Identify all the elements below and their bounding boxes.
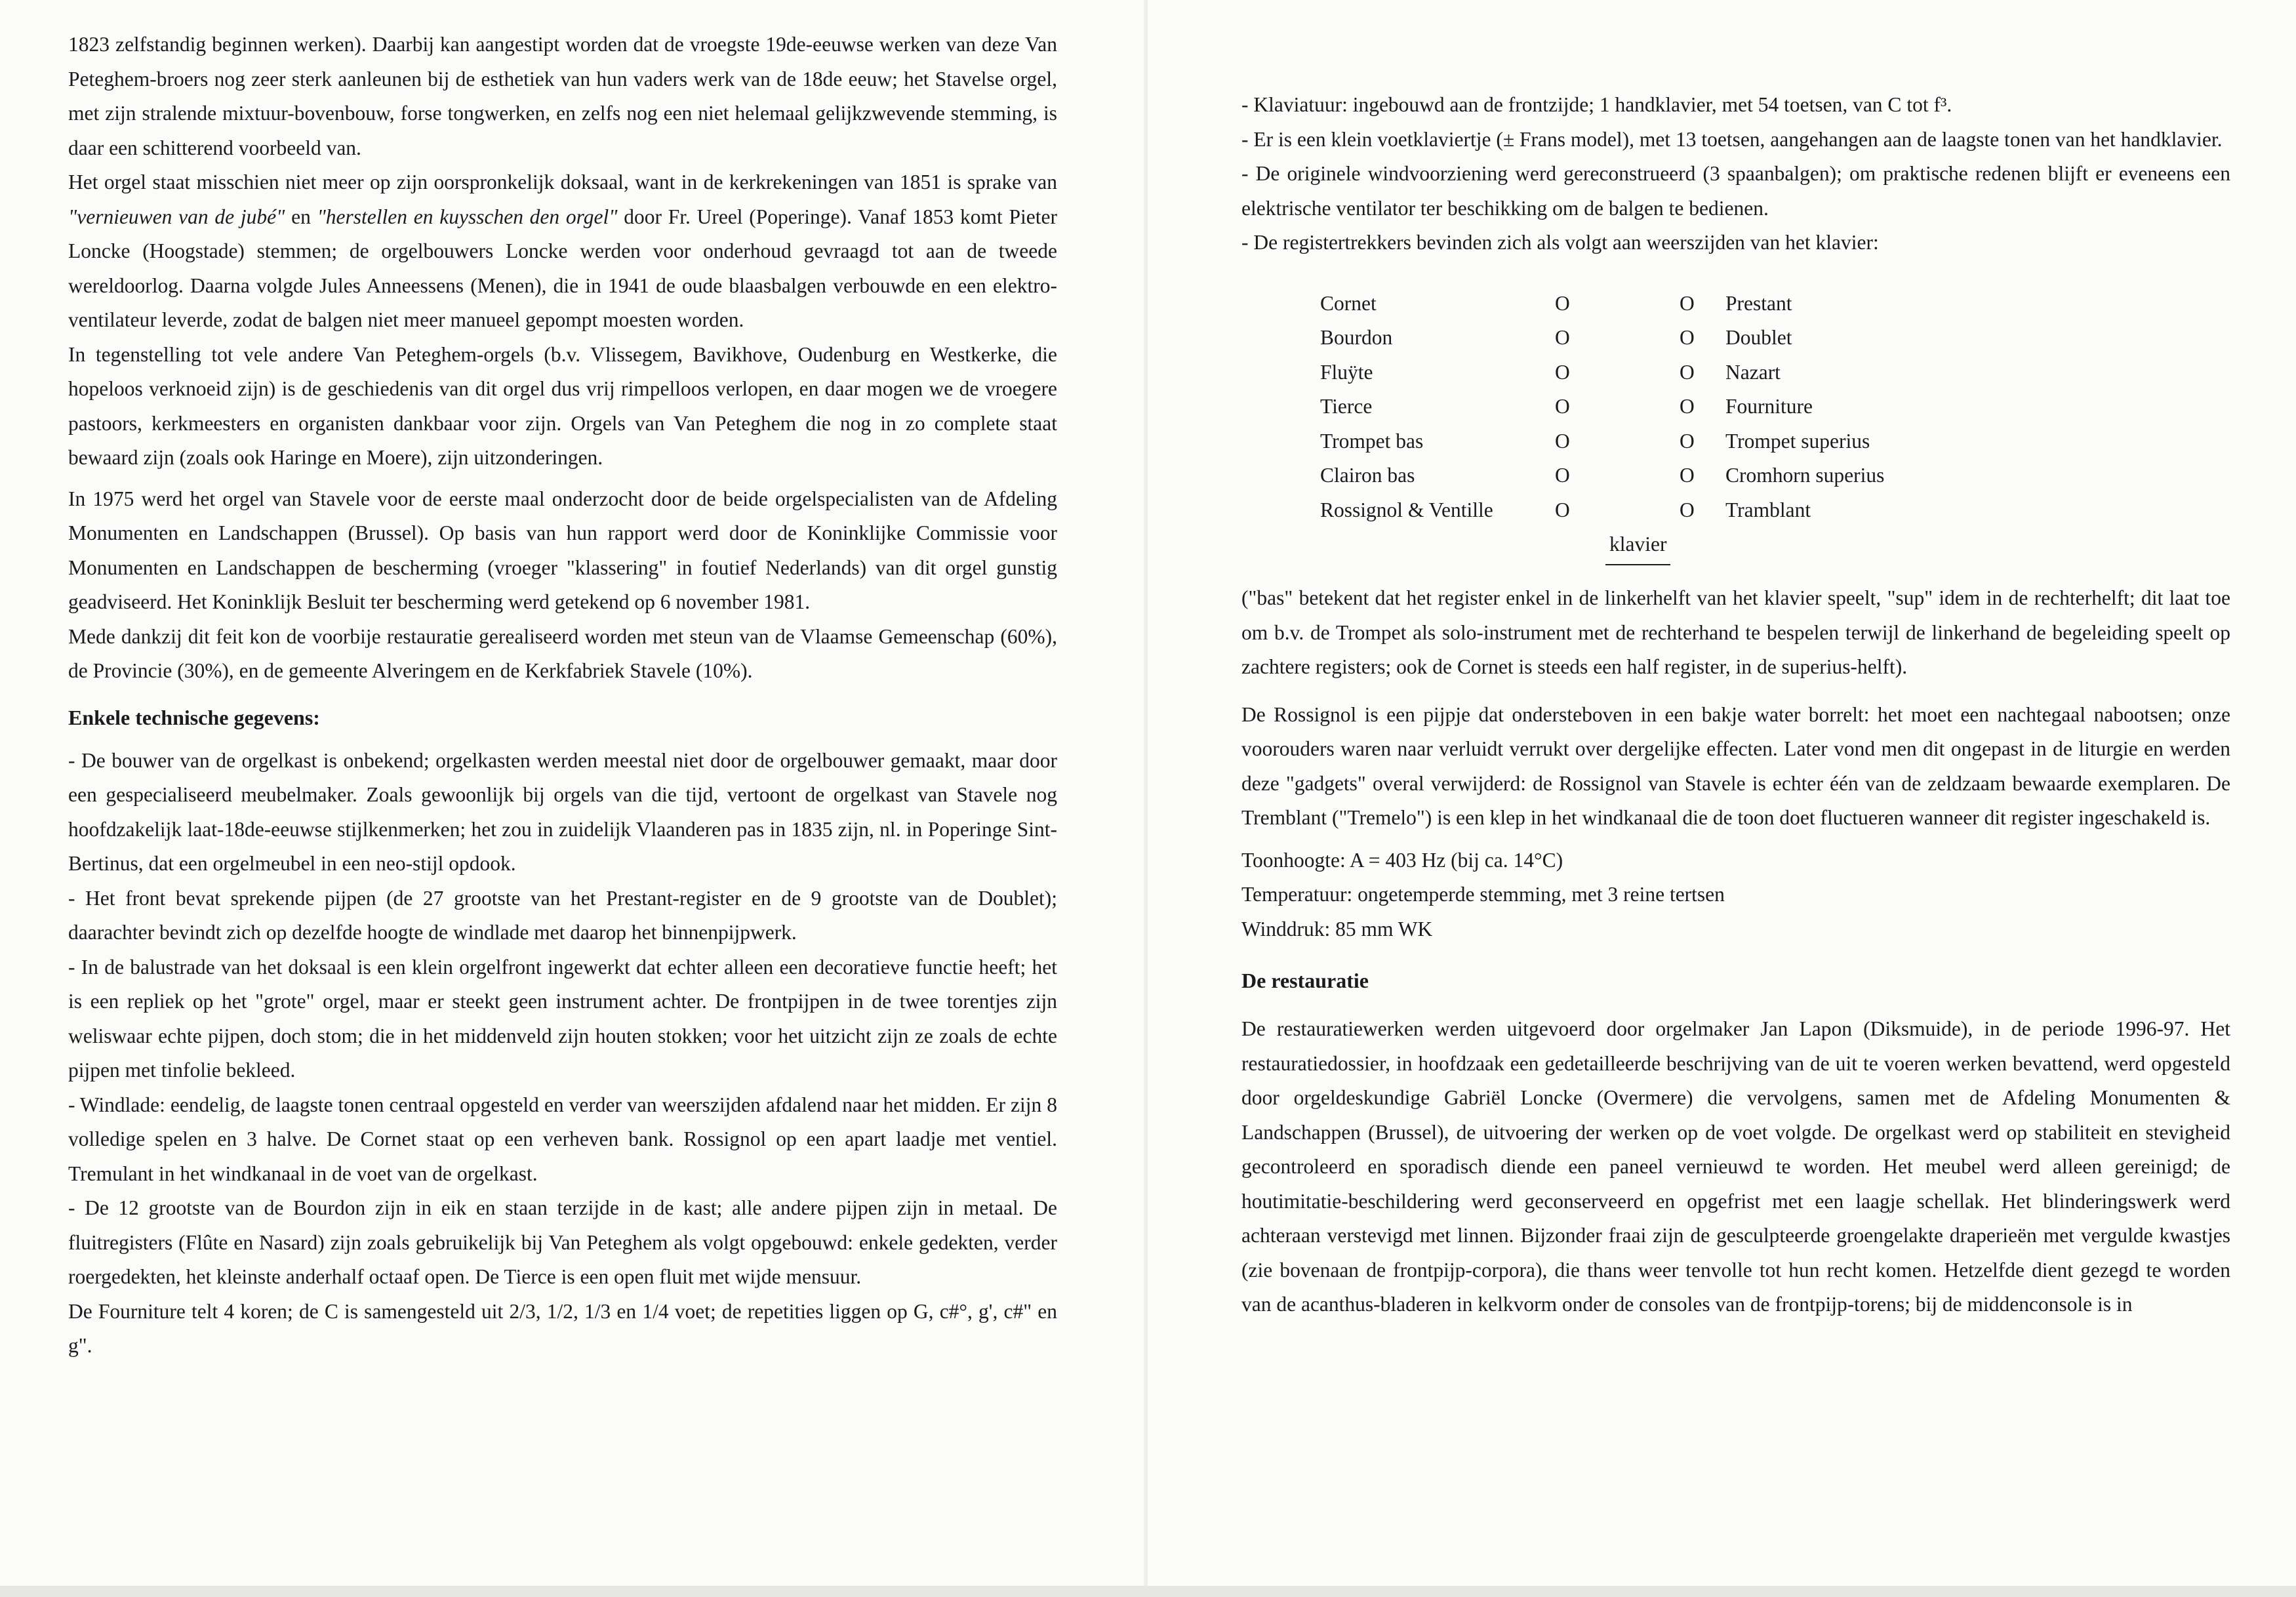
stop-name-left: Cornet bbox=[1320, 291, 1377, 315]
spec-stops-intro: - De registertrekkers bevinden zich als volgt aan weerszijden van het klavier: bbox=[1241, 231, 1879, 254]
stop-name-right: Prestant bbox=[1725, 291, 1792, 315]
stop-name-left: Fluÿte bbox=[1320, 360, 1373, 384]
stop-layout-table bbox=[1320, 287, 1988, 528]
stop-row bbox=[1320, 321, 1988, 355]
history-paragraph-3: In tegenstelling tot vele andere Van Peteghem-orgels (b.v. Vlissegem, Bavikhove, Oudenburg en Westkerke, die hopeloos verknoeid zijn) is de geschiedenis van dit orgel dus vrij rimpelloos verlopen, en daar mogen we de vroegere pastoors, kerkmeesters en organisten dankbaar voor zijn. Orgels van Van Peteghem die nog in zo complete staat bewaard zijn (zoals ook Haringe en Moere), zijn uitzonderingen. bbox=[68, 342, 1057, 469]
stop-knob-right: O bbox=[1680, 498, 1695, 521]
tech-item-fourniture: De Fourniture telt 4 koren; de C is samengesteld uit 2/3, 1/2, 1/3 en 1/4 voet; de repetities liggen op G, c#°, g', c#" en g". bbox=[68, 1299, 1057, 1357]
spec-wind: - De originele windvoorziening werd gereconstrueerd (3 spaanbalgen); om praktische redenen blijft er eveneens een elektrische ventilator ter beschikking om de balgen te bedienen. bbox=[1241, 162, 2230, 220]
bas-sup-explanation: ("bas" betekent dat het register enkel in de linkerhelft van het klavier speelt, "sup" idem in de rechterhelft; dit laat toe om b.v. de Trompet als solo-instrument met de rechterhand te bespelen terwijl de linkerhand de begeleiding speelt op zachtere registers; ook de Cornet is steeds een half register, in de superius-helft). bbox=[1241, 586, 2230, 678]
stop-knob-right: O bbox=[1680, 429, 1695, 453]
stop-knob-left: O bbox=[1555, 429, 1570, 453]
wind-pressure-line: Winddruk: 85 mm WK bbox=[1241, 917, 1433, 940]
spec-keyboard: - Klaviatuur: ingebouwd aan de frontzijde; 1 handklavier, met 54 toetsen, van C tot f³. bbox=[1241, 93, 1952, 116]
quote-jube: "vernieuwen van de jubé" bbox=[68, 205, 285, 228]
stop-knob-right: O bbox=[1680, 395, 1695, 418]
keyboard-label-row bbox=[1241, 527, 2230, 568]
rossignol-paragraph: De Rossignol is een pijpje dat ondersteboven in een bakje water borrelt: het moet een nachtegaal nabootsen; onze voorouders waren naar verluidt verrukt over dergelijke effecten. Later vond men dit ongepast in de liturgie en werden deze "gadgets" overal verwijderd: de Rossignol van Stavele is echter één van de zeldzaam bewaarde exemplaren. De Tremblant ("Tremelo") is een klep in het windkanaal die de toon doet fluctueren wanneer dit register ingeschakeld is. bbox=[1241, 702, 2230, 829]
technical-heading: Enkele technische gegevens: bbox=[68, 705, 320, 729]
stop-name-left: Tierce bbox=[1320, 395, 1373, 418]
tech-item-windchest: - Windlade: eendelig, de laagste tonen centraal opgesteld en verder van weerszijden afdalend naar het midden. Er zijn 8 volledige spelen en 3 halve. De Cornet staat op een verheven bank. Rossignol op een apart laadje met ventiel. Tremulant in het windkanaal in de voet van de orgelkast. bbox=[68, 1093, 1057, 1185]
tech-item-case: - De bouwer van de orgelkast is onbekend; orgelkasten werden meestal niet door de orgelbouwer gemaakt, maar door een gespecialiseerd meubelmaker. Zoals gewoonlijk bij orgels van die tijd, vertoont de orgelkast van Stavele nog hoofdzakelijk laat-18de-eeuwse stijlkenmerken; het zou in zuidelijk Vlaanderen pas in 1835 zijn, nl. in Poperinge Sint-Bertinus, dat een orgelmeubel in een neo-stijl opdook. bbox=[68, 748, 1057, 875]
stop-name-right: Cromhorn superius bbox=[1725, 464, 1885, 487]
stop-knob-left: O bbox=[1555, 360, 1570, 384]
stop-name-right: Doublet bbox=[1725, 326, 1792, 349]
protection-paragraph: In 1975 werd het orgel van Stavele voor de eerste maal onderzocht door de beide orgelspecialisten van de Afdeling Monumenten en Landschappen (Brussel). Op basis van hun rapport werd door de Koninklijke Commissie voor Monumenten en Landschappen de bescherming (vroeger "klassering" in foutief Nederlands) van dit orgel gunstig geadviseerd. Het Koninklijk Besluit ter bescherming werd getekend op 6 november 1981. bbox=[68, 487, 1057, 613]
history-paragraph-1: 1823 zelfstandig beginnen werken). Daarbij kan aangestipt worden dat de vroegste 19de-eeuwse werken van deze Van Peteghem-broers nog zeer sterk aanleunen bij de esthetiek van hun vaders werk van de 18de eeuw; het Stavelse orgel, met zijn stralende mixtuur-bovenbouw, forse tongwerken, en zelfs nog een niet helemaal gelijkzwevende stemming, is daar een schitterend voorbeeld van. bbox=[68, 33, 1057, 159]
stop-row bbox=[1320, 424, 1988, 459]
stop-knob-left: O bbox=[1555, 326, 1570, 349]
pitch-line: Toonhoogte: A = 403 Hz (bij ca. 14°C) bbox=[1241, 848, 1563, 872]
stop-knob-right: O bbox=[1680, 291, 1695, 315]
stop-row bbox=[1320, 390, 1988, 424]
stop-name-right: Tramblant bbox=[1725, 498, 1811, 521]
stop-name-left: Clairon bas bbox=[1320, 464, 1415, 487]
stop-name-right: Trompet superius bbox=[1725, 429, 1870, 453]
stop-row bbox=[1320, 355, 1988, 390]
stop-knob-left: O bbox=[1555, 498, 1570, 521]
quote-orgel: "herstellen en kuysschen den orgel" bbox=[317, 205, 618, 228]
left-column bbox=[68, 28, 1057, 1364]
stop-name-left: Trompet bas bbox=[1320, 429, 1424, 453]
restoration-paragraph: De restauratiewerken werden uitgevoerd door orgelmaker Jan Lapon (Diksmuide), in de periode 1996-97. Het restauratiedossier, in hoofdzaak een gedetailleerde beschrijving van de uit te voeren werken bevattend, werd opgesteld door orgeldeskundige Gabriël Loncke (Overmere) die vervolgens, samen met de Afdeling Monumenten & Landschappen (Brussel), de uitvoering der werken op de voet volgde. De orgelkast werd op stabiliteit en stevigheid gecontroleerd en sporadisch diende een paneel vernieuwd te worden. Het meubel werd alleen gereinigd; de houtimitatie-beschildering werd geconserveerd en opgefrist met een laagje schellak. Het blinderingswerk werd achteraan verstevigd met linnen. Bijzonder fraai zijn de gesculpteerde groengelakte draperieën met vergulde kwastjes (zie bovenaan de frontpijp-corpora), die thans weer tenvolle tot hun recht komen. Hetzelfde dient gezegd te worden van de acanthus-bladeren in kelkvorm onder de consoles van de frontpijp-torens; bij de middenconsole is in bbox=[1241, 1017, 2230, 1316]
tech-item-front: - Het front bevat sprekende pijpen (de 27 grootste van het Prestant-register en de 9 grootste van de Doublet); daarachter bevindt zich op dezelfde hoogte de windlade met daarop het binnenpijpwerk. bbox=[68, 886, 1057, 944]
stop-row bbox=[1320, 287, 1988, 321]
stop-knob-left: O bbox=[1555, 395, 1570, 418]
stop-knob-right: O bbox=[1680, 326, 1695, 349]
stop-name-right: Fourniture bbox=[1725, 395, 1813, 418]
temperament-line: Temperatuur: ongetemperde stemming, met 3 reine tertsen bbox=[1241, 883, 1725, 906]
funding-paragraph: Mede dankzij dit feit kon de voorbije restauratie gerealiseerd worden met steun van de Vlaamse Gemeenschap (60%), de Provincie (30%), en de gemeente Alveringem en de Kerkfabriek Stavele (10%). bbox=[68, 624, 1057, 682]
stop-knob-left: O bbox=[1555, 291, 1570, 315]
restoration-heading: De restauratie bbox=[1241, 969, 1369, 992]
stop-row bbox=[1320, 493, 1988, 528]
stop-name-right: Nazart bbox=[1725, 360, 1781, 384]
stop-name-left: Bourdon bbox=[1320, 326, 1393, 349]
keyboard-label: klavier bbox=[1605, 527, 1670, 565]
stop-knob-right: O bbox=[1680, 464, 1695, 487]
history-paragraph-2: Het orgel staat misschien niet meer op zijn oorspronkelijk doksaal, want in de kerkrekeningen van 1851 is sprake van "vernieuwen van de jubé" en "herstellen en kuysschen den orgel" door Fr. Ureel (Poperinge). Vanaf 1853 komt Pieter Loncke (Hoogstade) stemmen; de orgelbouwers Loncke werden voor onderhoud gevraagd tot aan de tweede wereldoorlog. Daarna volgde Jules Anneessens (Menen), die in 1941 de oude blaasbalgen verbouwde en een elektro-ventilateur leverde, zodat de balgen niet meer manueel gepompt moesten worden. bbox=[68, 171, 1057, 331]
scan-bottom-edge bbox=[0, 1586, 2296, 1597]
right-column bbox=[1241, 88, 2230, 1322]
stop-row bbox=[1320, 458, 1988, 493]
spec-pedal: - Er is een klein voetklaviertje (± Frans model), met 13 toetsen, aangehangen aan de laagste tonen van het handklavier. bbox=[1241, 127, 2223, 151]
tech-item-pipes: - De 12 grootste van de Bourdon zijn in eik en staan terzijde in de kast; alle andere pijpen zijn in metaal. De fluitregisters (Flûte en Nasard) zijn zoals gebruikelijk bij Van Peteghem als volgt opgebouwd: enkele gedekten, verder roergedekten, het kleinste anderhalf octaaf open. De Tierce is een open fluit met wijde mensuur. bbox=[68, 1196, 1057, 1288]
stop-knob-left: O bbox=[1555, 464, 1570, 487]
tech-item-balustrade: - In de balustrade van het doksaal is een klein orgelfront ingewerkt dat echter alleen een decoratieve functie heeft; het is een repliek op het "grote" orgel, maar er steekt geen instrument achter. De frontpijpen in de twee torentjes zijn weliswaar echte pijpen, doch stom; die in het middenveld zijn houten stokken; voor het uitzicht zijn ze zoals de echte pijpen met tinfolie bekleed. bbox=[68, 955, 1057, 1082]
stop-knob-right: O bbox=[1680, 360, 1695, 384]
stop-name-left: Rossignol & Ventille bbox=[1320, 498, 1493, 521]
